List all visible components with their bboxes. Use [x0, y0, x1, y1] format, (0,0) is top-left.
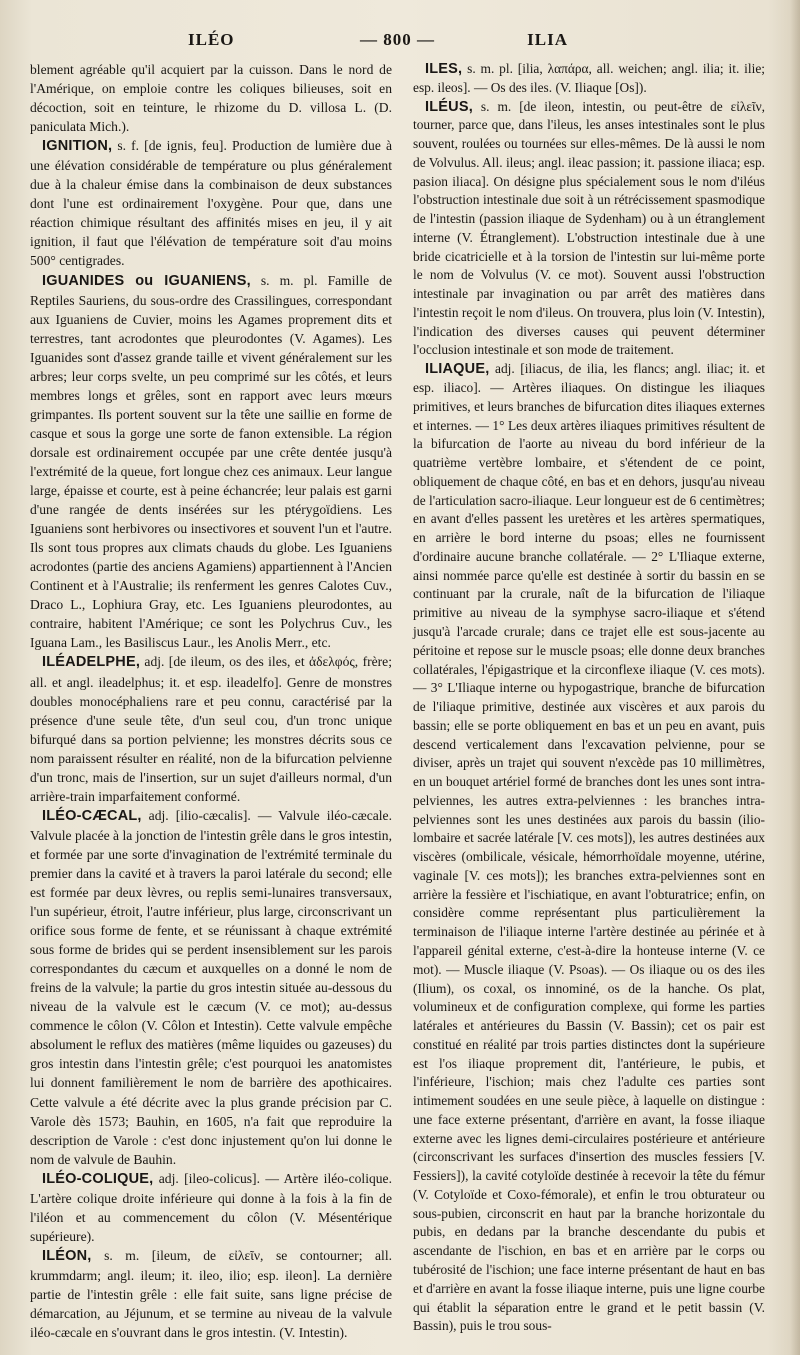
- right-column: [413, 60, 765, 1336]
- entry-headword: ILÉO-CÆCAL,: [42, 807, 142, 824]
- dictionary-entry: [30, 1169, 392, 1246]
- page-number: — 800 —: [360, 30, 435, 49]
- entry-continuation: [30, 60, 392, 136]
- dictionary-entry: [30, 652, 392, 805]
- entry-headword: IGUANIDES ou IGUANIENS,: [42, 272, 251, 289]
- dictionary-entry: [30, 271, 392, 653]
- page-edge-shadow: [790, 0, 800, 1355]
- entry-body: s. m. [de ileon, intestin, ou peut-être de εἰλεῖν, tourner, parce que, dans l'ileus, les anses intestinales sont le plus souvent, roulées ou tournées sur elles-mêmes. De là aussi le nom de Volvulus. All. ileus; angl. ileac passion; it. passione iliaca; esp. pasion iliaca]. On désigne plus spécialement sous le nom d'iléus l'obstruction intestinale due soit à un rétrécissement spasmodique de l'intestin (passion iliaque de Sydenham) ou à un étranglement interne (V. Étranglement). L'obstruction intestinale due à une bride cicatricielle et à la torsion de l'intestin sur lui-même porte le nom de Volvulus (V. ce mot). Souvent aussi l'obstruction intestinale par invagination ou par arrêt des matières dans l'intestin reçoit le nom d'ileus. On trouvera, plus loin (V. Intestin), l'indication des diverses causes qui peuvent déterminer l'occlusion intestinale et son mode de traitement.: [413, 98, 765, 358]
- dictionary-entry: [30, 1246, 392, 1342]
- dictionary-entry: [413, 360, 765, 1336]
- entry-headword: ILÉADELPHE,: [42, 654, 141, 671]
- entry-body: adj. [iliacus, de ilia, les flancs; angl. iliac; it. et esp. iliaco]. — Artères iliaques. On distingue les iliaques primitives, et leurs branches de bifurcation dites iliaques externes et internes. — 1° Les deux artères iliaques primitives résultent de la bifurcation de l'aorte au niveau du bord inférieur de la quatrième vertèbre lombaire, et s'étendent de ce point, obliquement de chaque côté, en bas et en dehors, jusqu'au niveau de l'articulation sacro-iliaque. Leur longueur est de 6 centimètres; en avant d'elles passent les uretères et les artères spermatiques, en arrière le bord interne du psoas; elles ne fournissent d'ordinaire aucune branche collatérale. — 2° L'Iliaque externe, ainsi nommée parce qu'elle est destinée à sortir du bassin en se continuant par la crurale, naît de la bifurcation de l'iliaque primitive au niveau de la symphyse sacro-iliaque et s'étend jusqu'à l'arcade crurale; dans ce trajet elle est sous-jacente au péritoine et repose sur le muscle psoas; elle donne deux branches collatérales, l'épigastrique et la circonflexe iliaque (V. ces mots). — 3° L'Iliaque interne ou hypogastrique, branche de bifurcation de l'iliaque primitive, destinée aux viscères et aux parois du bassin; elle se porte obliquement en bas et un peu en avant, puis descend verticalement dans l'excavation pelvienne, pour se diviser, après un trajet qui souvent n'excède pas 10 millimètres, en un bouquet artériel formé de branches dont les unes sont intra-pelviennes, les autres extra-pelviennes : les branches intra-pelviennes sont les unes destinées aux parois du bassin (ilio-lombaire et sacrée latérale [V. ces mots]), les autres destinées aux viscères (ombilicale, vésicale, hémorrhoïdale moyenne, utérine, vaginale [V. ces mots]); les branches extra-pelviennes sont en arrière la fessière et l'ischiatique, en avant l'obturatrice; enfin, on considère comme représentant plus particulièrement la terminaison de l'iliaque interne l'artère destinée au périnée et à l'appareil génital externe, c'est-à-dire la honteuse interne (V. ce mot). — Muscle iliaque (V. Psoas). — Os iliaque ou os des iles (Ilium), os coxal, os innominé, os de la hanche. Os plat, volumineux et de configuration complexe, qui forme les parties latérales et antérieures du Bassin (V. Bassin); cet os pair est constitué en réalité par trois parties distinctes dont la supérieure est l'os iliaque proprement dit, l'antérieure, le pubis, et l'inférieure, l'ischion; mais chez l'adulte ces parties sont intimement soudées en une seule pièce, à laquelle on distingue : une face externe présentant, d'arrière en avant, la fosse iliaque externe avec les lignes demi-circulaires postérieure et antérieure (circonscrivant les surfaces d'insertion des muscles fessiers [V. Fessiers]), la cavité cotyloïde destinée à recevoir la tête du fémur (V. Cotyloïde et Coxo-fémorale), et enfin le trou obturateur ou sous-pubien, circonscrit en haut par la branche horizontale du pubis, en dedans par la branche descendante du pubis et ascendante de l'ischion, en bas et en arrière par le corps ou tubérosité de l'ischion; une face interne présentant de haut en bas et d'arrière en avant la fosse iliaque interne, puis une ligne courbe qui établit la séparation entre le grand et le petit bassin (V. Bassin), puis le trou sous-: [413, 361, 765, 1334]
- entry-headword: ILÉON,: [42, 1247, 92, 1264]
- running-header: [30, 30, 778, 58]
- header-right-guideword: ILIA: [527, 30, 568, 49]
- dictionary-entry: [413, 98, 765, 361]
- entry-headword: ILÉUS,: [425, 98, 473, 115]
- entry-body: s. m. pl. Famille de Reptiles Sauriens, du sous-ordre des Crassilingues, correspondant aux Iguaniens de Cuvier, moins les Agames proprement dits et terrestres, tant acrodontes que pleurodontes (V. Agames). Les Iguanides sont d'assez grande taille et vivent généralement sur les arbres; leur corps svelte, un peu comprimé sur les côtés, et leurs membres longs et grêles, sont en rapport avec leurs mœurs grimpantes. Ils portent souvent sur la tête une saillie en forme de casque et sous la gorge une sorte de fanon extensible. La région dorsale est ordinairement occupée par une crête dentée jusqu'à l'extrémité de la queue, fort longue chez ces animaux. Leur langue large, épaisse et courte, est à peine échancrée; leur palais est garni d'une rangée de dents insérées sur les ptérygoïdiens. Les Iguaniens sont herbivores ou insectivores et souvent l'un et l'autre. Ils sont tous propres aux climats chauds du globe. Les Iguaniens acrodontes (partie des anciens Agamiens) appartiennent à l'Ancien Continent et à l'Australie; ils renferment les genres Calotes Cuv., Draco L., Lophiura Gray, etc. Les Iguaniens pleurodontes, au contraire, habitent l'Amérique; ce sont les Polychrus Cuv., les Iguana Lam., les Basiliscus Laur., les Anolis Merr., etc.: [30, 272, 392, 651]
- left-column: [30, 60, 392, 1342]
- entry-body: adj. [ileo-colicus]. — Artère iléo-colique. L'artère colique droite inférieure qui donne à la fois à la fin de l'iléon et au commencement du côlon (V. Mésentérique supérieure).: [30, 1170, 392, 1244]
- header-left-guideword: ILÉO: [188, 30, 235, 49]
- entry-headword: ILIAQUE,: [425, 361, 490, 378]
- entry-headword: ILÉO-COLIQUE,: [42, 1170, 154, 1187]
- dictionary-entry: [30, 806, 392, 1169]
- entry-body: s. f. [de ignis, feu]. Production de lumière due à une élévation considérable de température ou plus généralement due à la chaleur émise dans la combinaison de deux substances dont l'une est ordinairement l'oxygène. Pour que, dans une réaction chimique résultant des affinités mises en jeu, il y ait ignition, il faut que l'élévation de température soit d'au moins 500° centigrades.: [30, 138, 392, 269]
- entry-body: blement agréable qu'il acquiert par la cuisson. Dans le nord de l'Amérique, on emploie contre les coliques bilieuses, soit en décoction, soit en teinture, le rhizome du D. villosa L. (D. paniculata Mich.).: [30, 62, 392, 135]
- entry-headword: ILES,: [425, 61, 463, 77]
- entry-body: adj. [de ileum, os des iles, et ἀδελφός, frère; all. et angl. ileadelphus; it. et esp. ileadelfo]. Genre de monstres doubles monocéphaliens rare et peu connu, caractérisé par la présence d'une seule tête, d'un seul cou, d'un tronc unique bifurqué dans sa portion pelvienne; les monstres décrits sous ce nom paraissent résulter en réalité, non de la bifurcation pelvienne d'un tronc, mais de l'insertion, sur un sujet d'ailleurs normal, d'un arrière-train imparfaitement conformé.: [30, 654, 392, 804]
- dictionary-entry: [30, 136, 392, 270]
- entry-body: adj. [ilio-cæcalis]. — Valvule iléo-cæcale. Valvule placée à la jonction de l'intestin grêle dans le gros intestin, et formée par une sorte d'invagination de l'extrémité terminale du premier dans la cavité et à travers la paroi latérale du second; elle est formée par deux lèvres, ou replis semi-lunaires transversaux, l'un supérieur, étroit, l'autre inférieur, plus large, circonscrivant un orifice sous forme de fente, et se réunissant à chaque extrémité sous forme de brides qui se perdent insensiblement sur les parois correspondantes du cæcum et auxquelles on a donné le nom de freins de la valvule; la partie du gros intestin située au-dessous du niveau de la valvule est le cæcum (V. ce mot); au-dessus commence le côlon (V. Côlon et Intestin). Cette valvule empêche absolument le reflux des matières (même liquides ou gazeuses) du gros intestin dans l'intestin grêle; c'est pourquoi les anatomistes lui donnent familièrement le nom de barrière des apothicaires. Cette valvule a été décrite avec la plus grande précision par C. Varole dès 1573; Bauhin, en 1605, n'a fait que reproduire la description de Varole : c'est donc injustement qu'on lui donne le nom de valvule de Bauhin.: [30, 807, 392, 1167]
- entry-body: s. m. pl. [ilia, λαπάρα, all. weichen; angl. ilia; it. ilie; esp. ileos]. — Os des iles. (V. Iliaque [Os]).: [413, 61, 765, 95]
- dictionary-entry: [413, 60, 765, 98]
- entry-body: s. m. [ileum, de εἰλεῖν, se contourner; all. krummdarm; angl. ileum; it. ileo, ilio; esp. ileon]. La dernière partie de l'intestin grêle : elle fait suite, sans ligne précise de démarcation, au Jéjunum, et se termine au niveau de la valvule iléo-cæcale en s'ouvrant dans le gros intestin. (V. Intestin).: [30, 1247, 392, 1341]
- entry-headword: IGNITION,: [42, 138, 113, 155]
